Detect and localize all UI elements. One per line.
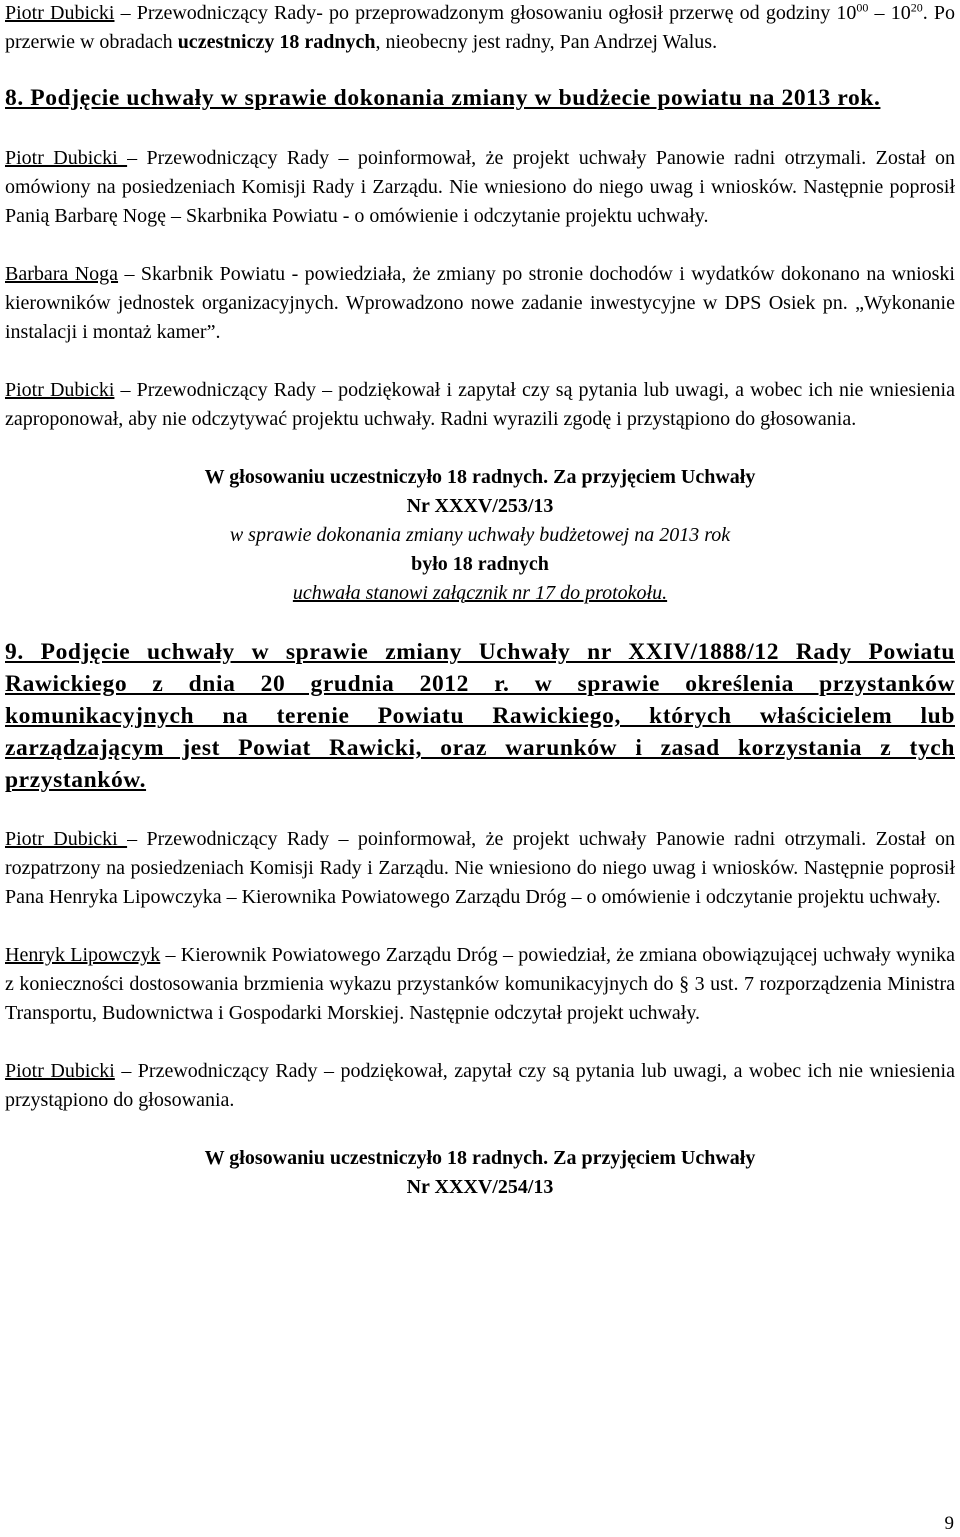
section-9-heading: 9. Podjęcie uchwały w sprawie zmiany Uchwały nr XXIV/1888/12 Rady Powiatu Rawickiego z dnia 20 grudnia 2012 r. w sprawie określenia przystanków komunikacyjnych na terenie Powiatu Rawickiego, których właścicielem lub zarządzającym jest Powiat Rawicki, oraz warunków i zasad korzystania z tych przystanków. xyxy=(5,639,955,793)
section-8-paragraph-3: Piotr Dubicki – Przewodniczący Rady – podziękował i zapytał czy są pytania lub uwagi, a wobec ich nie wniesienia zaproponował, aby nie odczytywać projektu uchwały. Radni wyrazili zgodę i przystąpiono do głosowania. xyxy=(5,379,955,430)
speaker-name: Barbara Noga xyxy=(5,263,119,285)
vote-result: było 18 radnych xyxy=(411,553,549,575)
section-9-paragraph-3: Piotr Dubicki – Przewodniczący Rady – podziękował, zapytał czy są pytania lub uwagi, a wobec ich nie wniesienia przystąpiono do głosowania. xyxy=(5,1060,955,1111)
speaker-name: Henryk Lipowczyk xyxy=(5,944,161,966)
section-9-vote-block xyxy=(5,1144,955,1202)
section-8-vote-block xyxy=(5,463,955,608)
section-8-heading: 8. Podjęcie uchwały w sprawie dokonania zmiany w budżecie powiatu na 2013 rok. xyxy=(5,85,881,111)
section-8-paragraph-2: Barbara Noga – Skarbnik Powiatu - powiedziała, że zmiany po stronie dochodów i wydatków dokonano na wnioski kierowników jednostek organizacyjnych. Wprowadzono nowe zadanie inwestycyjne w DPS Osiek pn. „Wykonanie instalacji i montaż kamer”. xyxy=(5,263,955,343)
paragraph-break-announcement: Piotr Dubicki – Przewodniczący Rady- po przeprowadzonym głosowaniu ogłosił przerwę od godziny $10^{00} - 10^{20}$. Po przerwie w obradach uczestniczy 18 radnych, nieobecny jest radny, Pan Andrzej Walus. xyxy=(5,0,955,53)
speaker-name: Piotr Dubicki xyxy=(5,1060,115,1082)
speaker-name: Piotr Dubicki xyxy=(5,828,128,850)
resolution-number: Nr XXXV/254/13 xyxy=(406,1176,554,1198)
speaker-name: Piotr Dubicki xyxy=(5,379,115,401)
resolution-number: Nr XXXV/253/13 xyxy=(406,495,554,517)
attachment-note: uchwała stanowi załącznik nr 17 do protokołu. xyxy=(292,582,668,604)
speaker-name: Piotr Dubicki xyxy=(5,2,115,24)
page-number: 9 xyxy=(944,1513,954,1534)
vote-line: W głosowaniu uczestniczyło 18 radnych. Za przyjęciem Uchwały xyxy=(204,1147,756,1169)
vote-line: W głosowaniu uczestniczyło 18 radnych. Za przyjęciem Uchwały xyxy=(204,466,756,488)
document-page xyxy=(5,0,955,1202)
resolution-title: w sprawie dokonania zmiany uchwały budżetowej na 2013 rok xyxy=(229,524,731,546)
section-9-paragraph-2: Henryk Lipowczyk – Kierownik Powiatowego Zarządu Dróg – powiedział, że zmiana obowiązującej uchwały wynika z konieczności dostosowania brzmienia wykazu przystanków komunikacyjnych do § 3 ust. 7 rozporządzenia Ministra Transportu, Budownictwa i Gospodarki Morskiej. Następnie odczytał projekt uchwały. xyxy=(5,944,955,1024)
section-8-paragraph-1: Piotr Dubicki – Przewodniczący Rady – poinformował, że projekt uchwały Panowie radni otrzymali. Został on omówiony na posiedzeniach Komisji Rady i Zarządu. Nie wniesiono do niego uwag i wniosków. Następnie poprosił Panią Barbarę Nogę – Skarbnika Powiatu - o omówienie i odczytanie projektu uchwały. xyxy=(5,147,955,227)
speaker-name: Piotr Dubicki xyxy=(5,147,128,169)
section-9-paragraph-1: Piotr Dubicki – Przewodniczący Rady – poinformował, że projekt uchwały Panowie radni otrzymali. Został on rozpatrzony na posiedzeniach Komisji Rady i Zarządu. Nie wniesiono do niego uwag i wniosków. Następnie poprosił Pana Henryka Lipowczyka – Kierownika Powiatowego Zarządu Dróg – o omówienie i odczytanie projektu uchwały. xyxy=(5,828,955,908)
